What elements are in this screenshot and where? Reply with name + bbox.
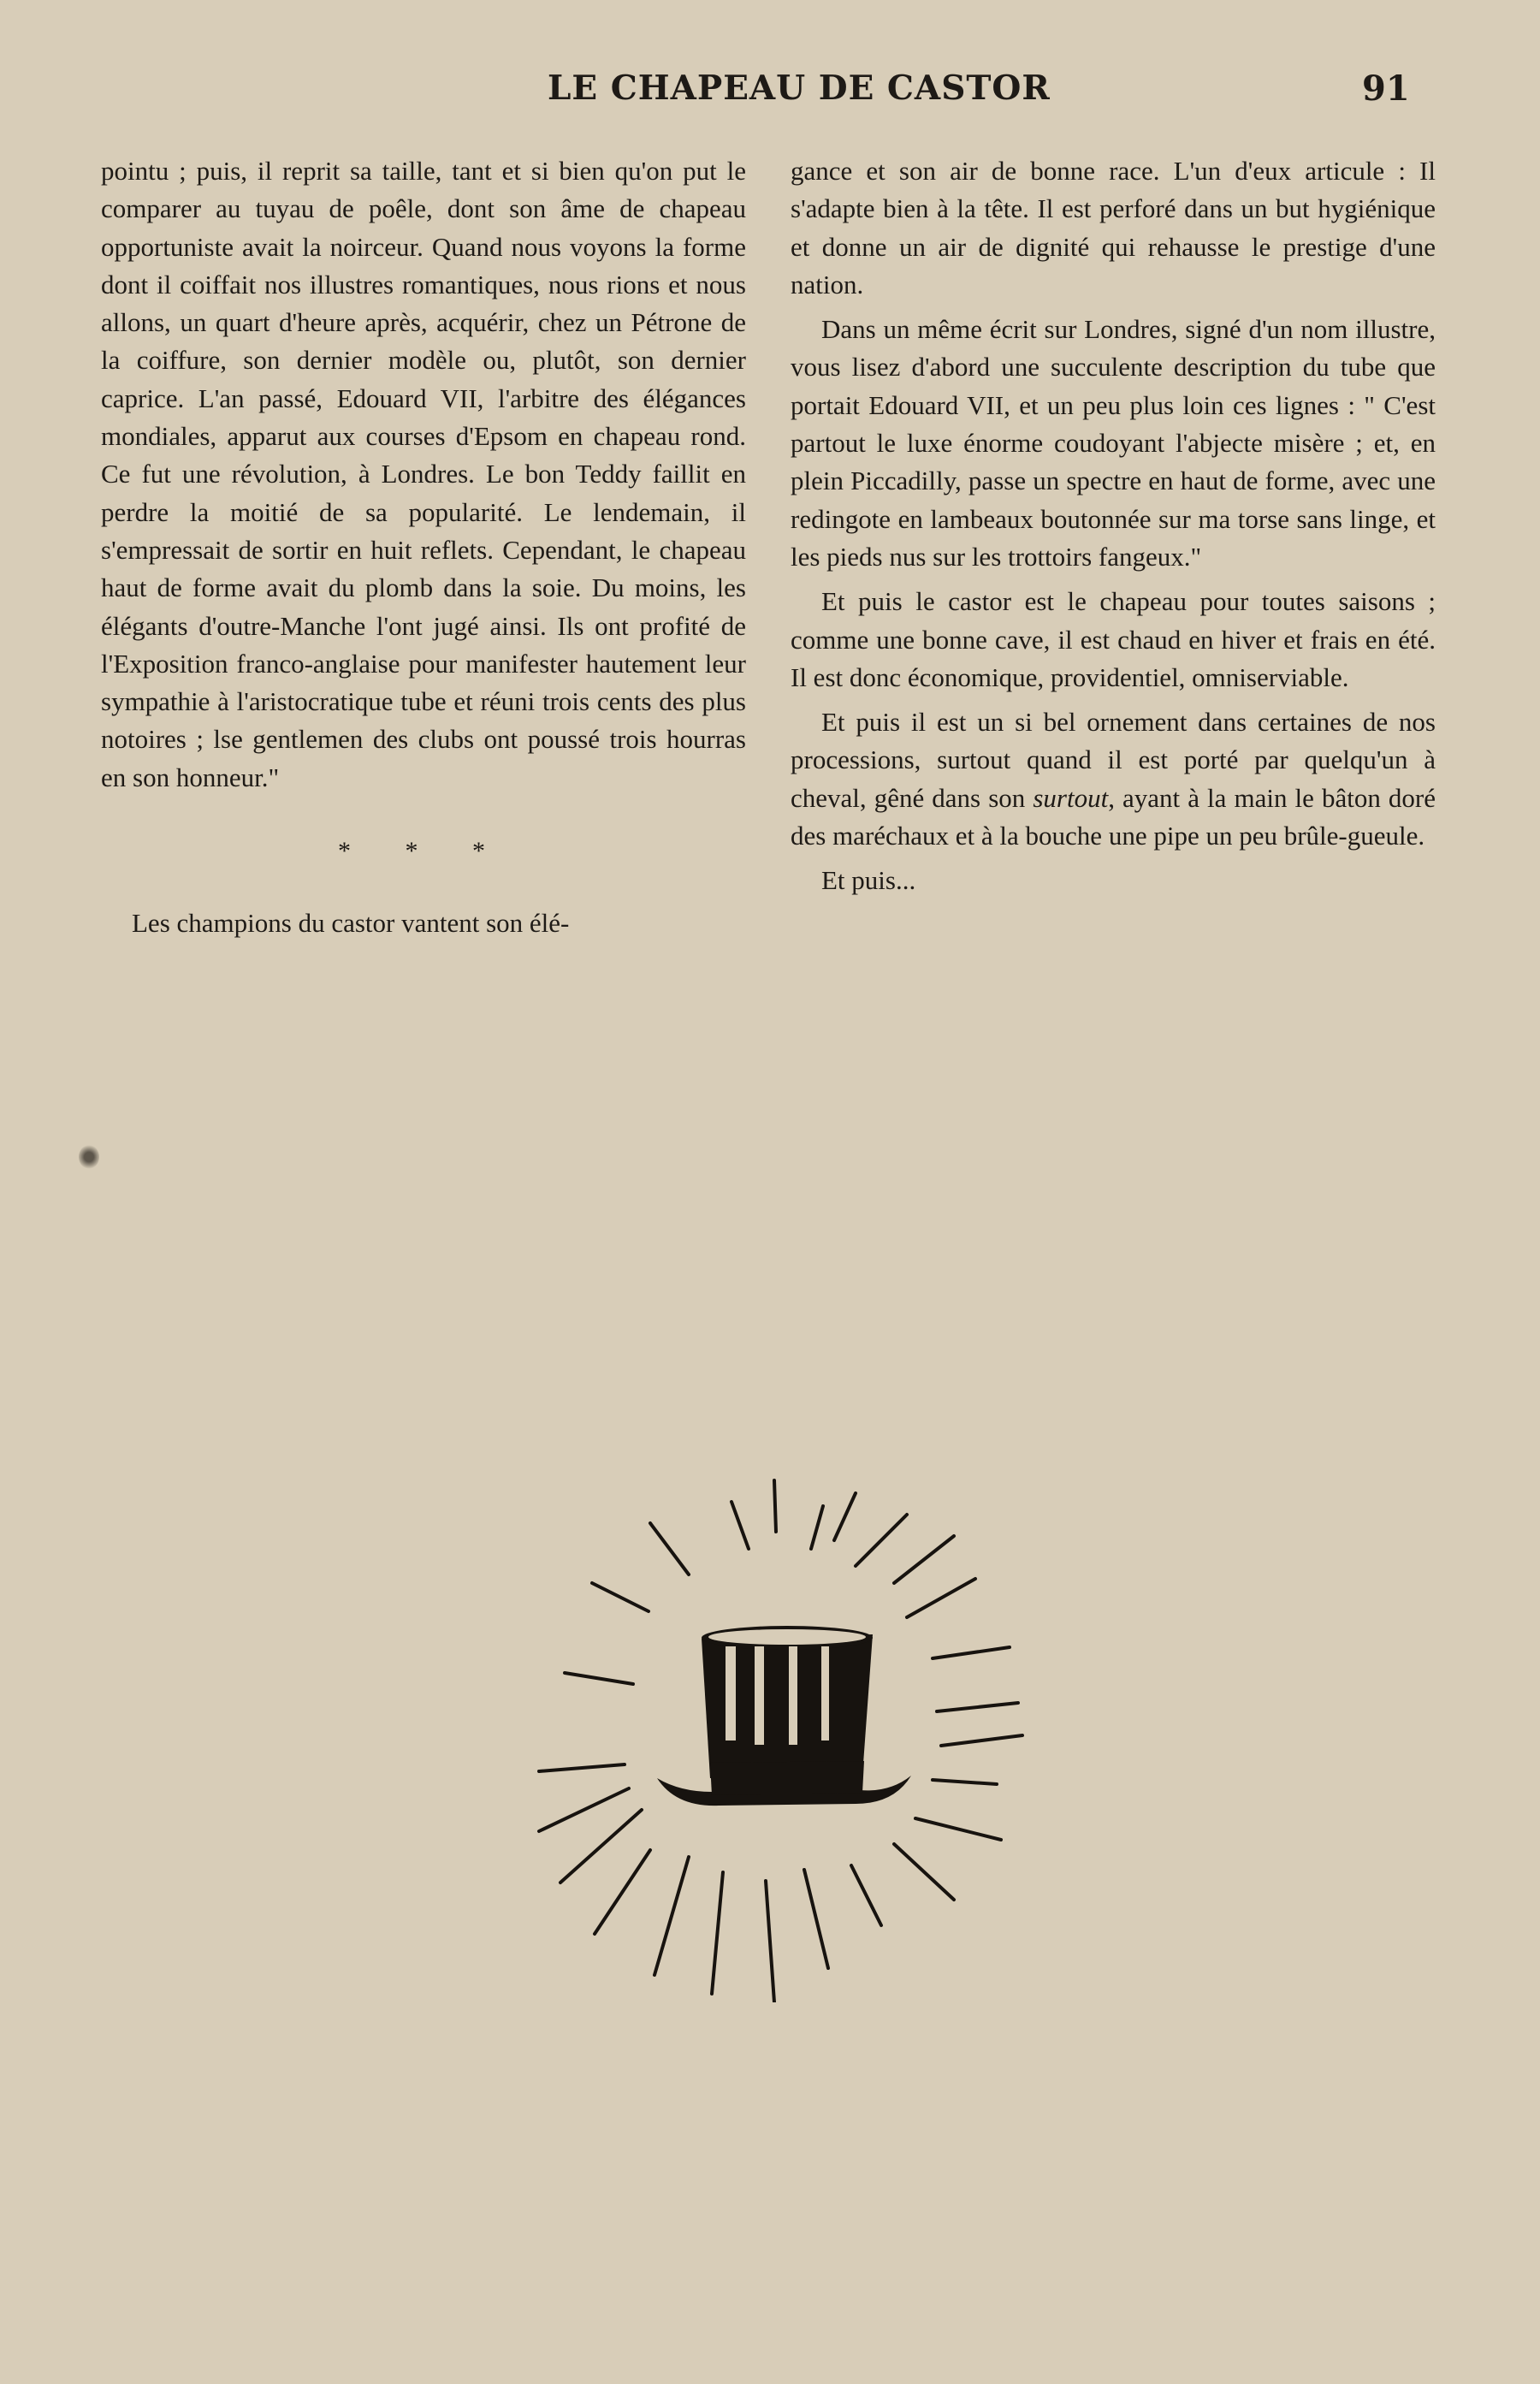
right-paragraph-5: Et puis... [821,865,916,896]
right-paragraph-4 [791,703,1436,855]
right-paragraph-1: gance et son air de bonne race. L'un d'eux articule : Il s'adapte bien à la tête. Il est perforé dans un but hygiénique et donne un air de dignité qui rehausse le prestige d'une nation. [791,156,1436,299]
left-column [101,152,746,950]
left-paragraph-1: pointu ; puis, il reprit sa taille, tant et si bien qu'on put le comparer au tuyau de poêle, dont son âme de chapeau opportuniste avait la noirceur. Quand nous voyons la forme dont il coiffait nos illustres romantiques, nous rions et nous allons, un quart d'heure après, acquérir, chez un Pétrone de la coiffure, son dernier modèle ou, plutôt, son dernier caprice. L'an passé, Edouard VII, l'arbitre des élégances mondiales, apparut aux courses d'Epsom en chapeau rond. Ce fut une révolution, à Londres. Le bon Teddy faillit en perdre la moitié de sa popularité. Le lendemain, il s'empressait de sortir en huit reflets. Cependant, le chapeau haut de forme avait du plomb dans la soie. Du moins, les élégants d'outre-Manche l'ont jugé ainsi. Ils ont profité de l'Exposition franco-anglaise pour manifester hautement leur sympathie à l'aristocratique tube et réuni trois cents des plus notoires ; lse gentlemen des clubs ont poussé trois hourras en son honneur." [101,156,746,792]
right-paragraph-4-start: Et puis il est un si bel ornement dans certaines de nos processions, surtout quand il est porté par quelqu'un à cheval, gêné dans son [791,707,1436,813]
right-paragraph-2: Dans un même écrit sur Londres, signé d'un nom illustre, vous lisez d'abord une succulente description du tube que portait Edouard VII, et un peu plus loin ces lignes : " C'est partout le luxe énorme coudoyant l'abjecte misère ; et, en plein Piccadilly, passe un spectre en haut de forme, avec une redingote en lambeaux boutonnée sur ma torse sans linge, et les pieds nus sur les trottoirs fangeux." [791,314,1436,572]
right-paragraph-3: Et puis le castor est le chapeau pour toutes saisons ; comme une bonne cave, il est chaud en hiver et frais en été. Il est donc économique, providentiel, omniserviable. [791,586,1436,692]
right-column [791,152,1436,907]
left-paragraph-2: Les champions du castor vantent son élé- [132,908,570,939]
top-hat-shape [657,1626,911,1806]
section-separator: * * * [338,837,509,866]
ink-smudge [79,1145,99,1169]
page-number: 91 [1362,68,1410,109]
running-title: LE CHAPEAU DE CASTOR [548,68,1051,108]
top-hat-with-rays-icon [513,1455,1044,2002]
italic-word: surtout [1033,782,1109,813]
right-paragraph-4-end: , ayant à la main le bâton doré des maréchaux et à la bouche une pipe un peu brûle-gueule. [791,782,1436,851]
